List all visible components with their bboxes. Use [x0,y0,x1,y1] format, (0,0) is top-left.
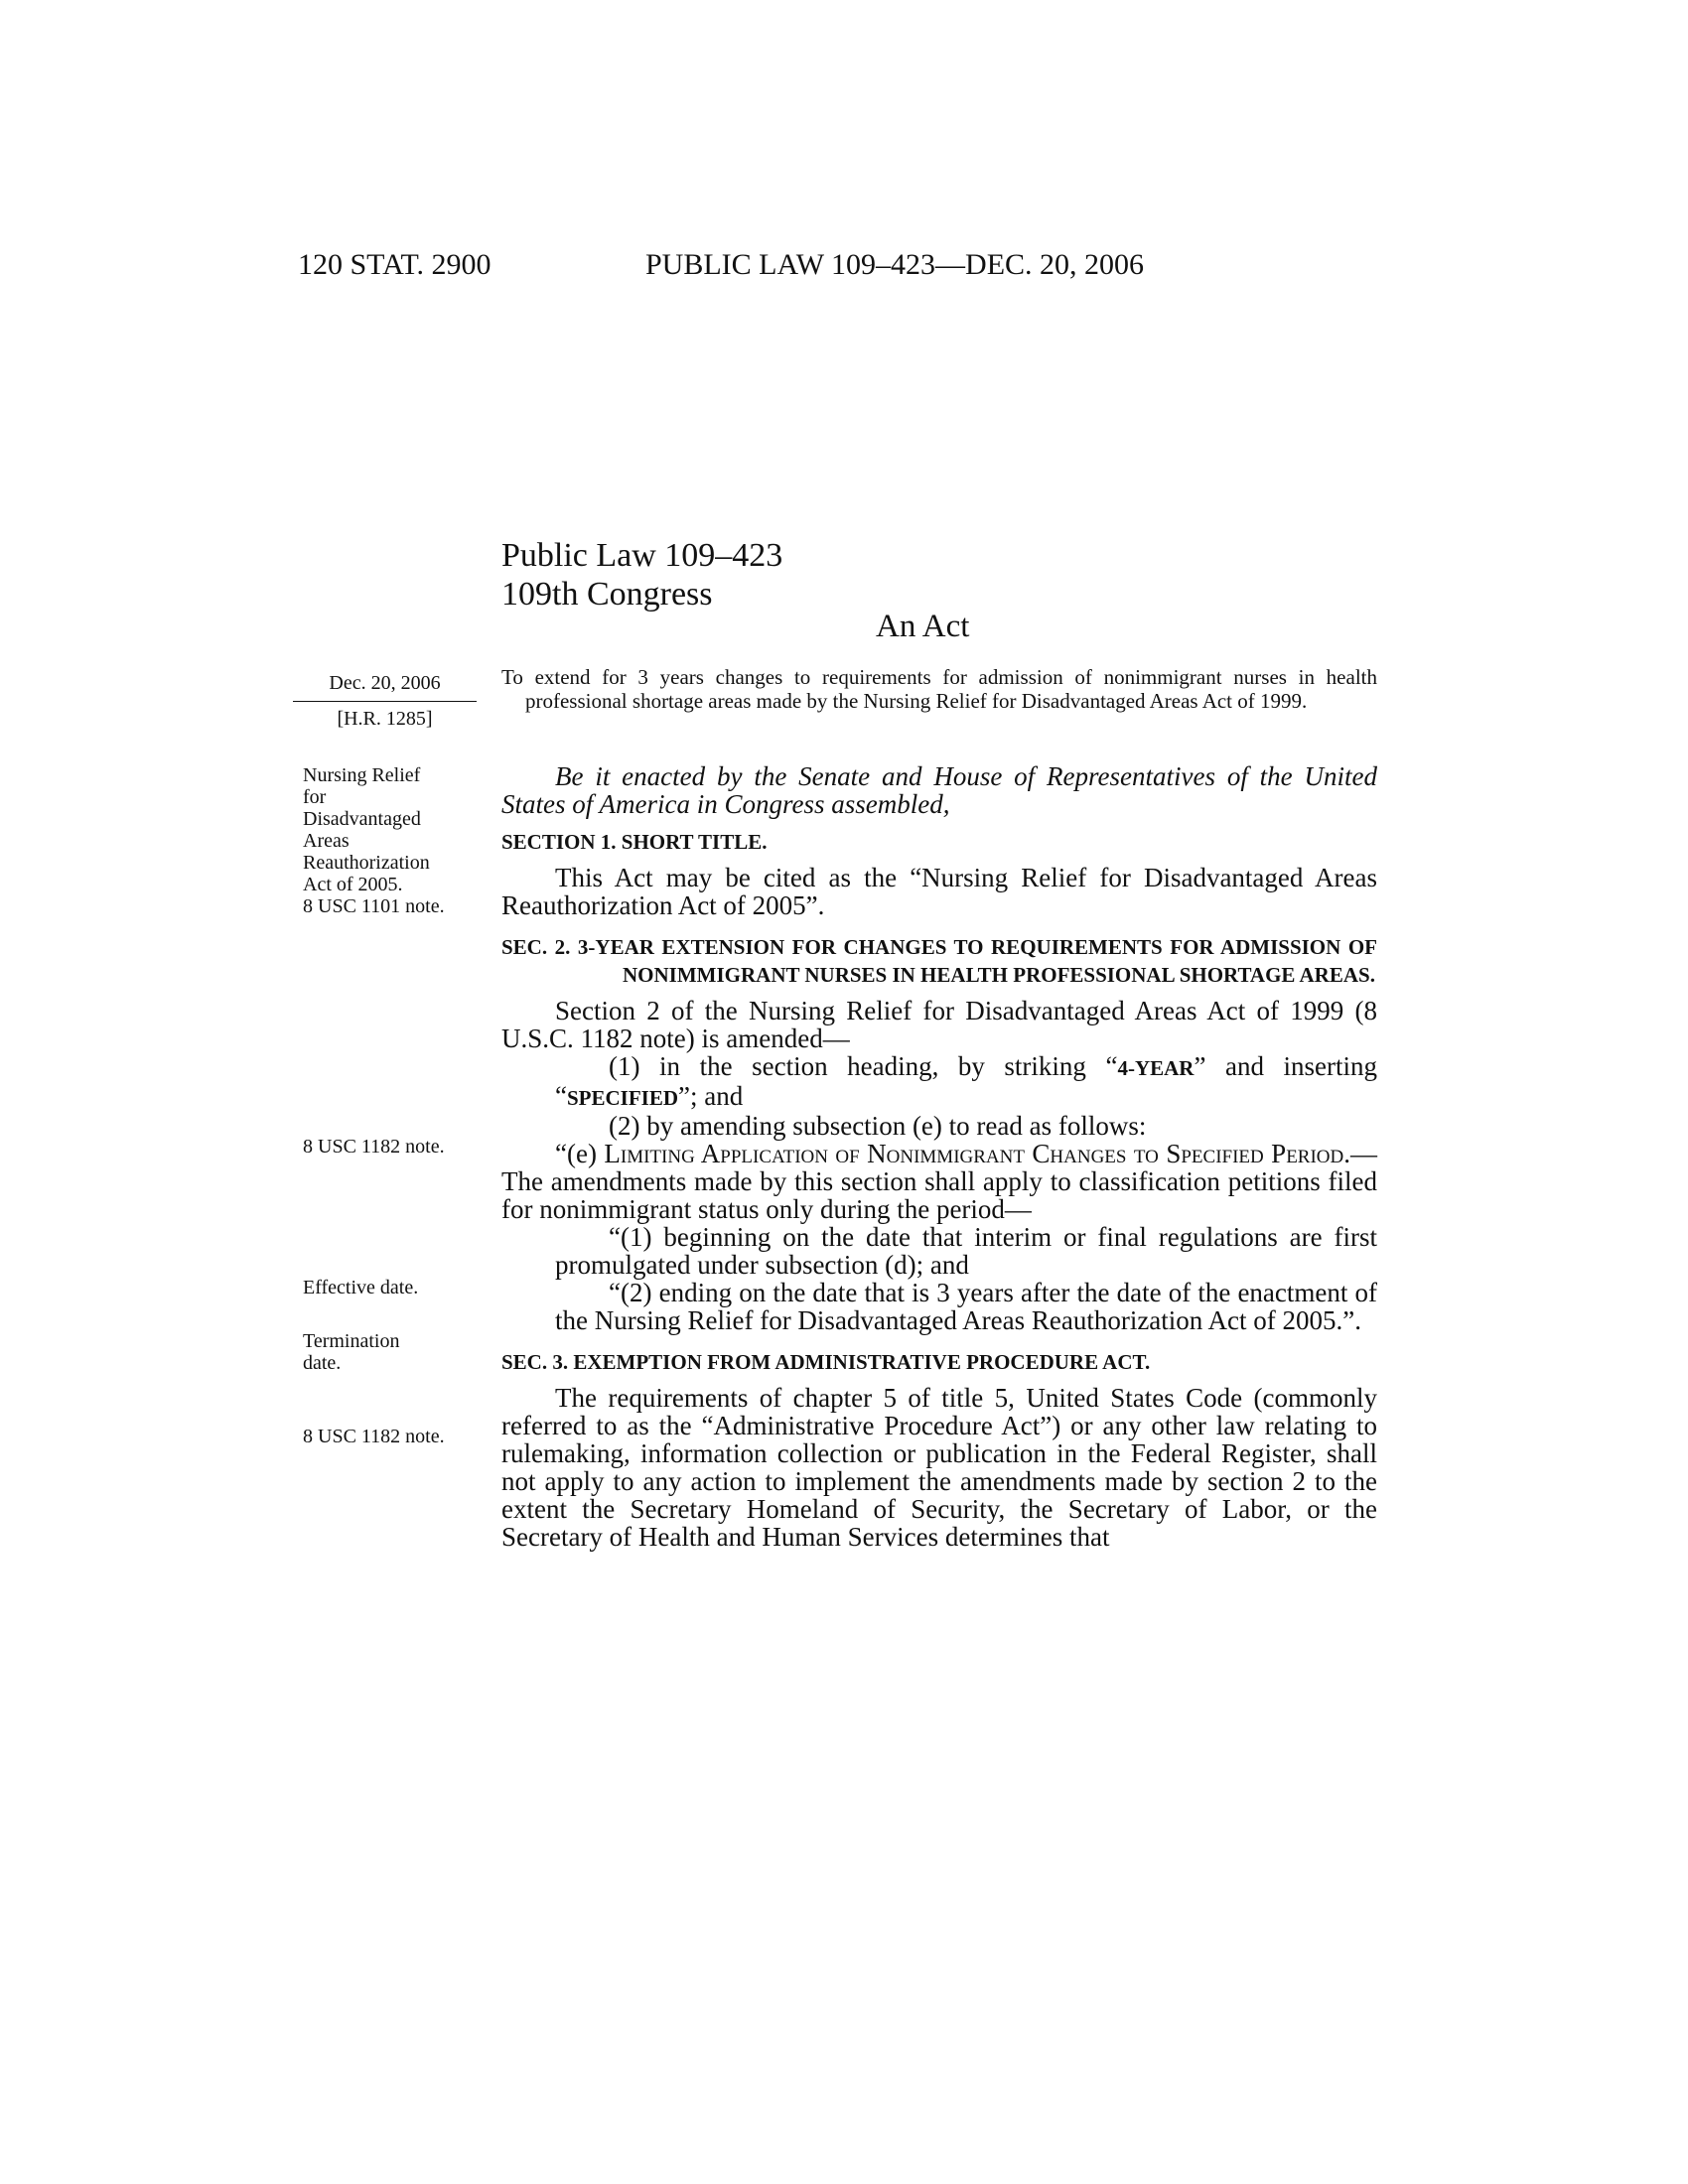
margin-note-line: Termination [303,1330,400,1352]
section-3-heading: SEC. 3. EXEMPTION FROM ADMINISTRATIVE PROCEDURE ACT. [501,1350,1151,1374]
body-text [501,762,1377,1551]
margin-note-line: Areas [303,830,350,852]
law-number: Public Law 109–423 [501,537,783,574]
law-title [501,536,782,614]
section-2-heading: SEC. 2. 3-YEAR EXTENSION FOR CHANGES TO REQUIREMENTS FOR ADMISSION OF NONIMMIGRANT NURSES IN HEALTH PROFESSIONAL SHORTAGE AREAS. [501,935,1377,987]
congress-number: 109th Congress [501,576,713,613]
item-1-text-b: ” and inserting “ [555,1051,1377,1111]
margin-note-termination-date [303,1330,482,1374]
margin-note-line: Disadvantaged [303,808,421,830]
item-1-text-a: (1) in the section heading, by striking “ [609,1051,1118,1081]
margin-bill-number: [H.R. 1285] [337,708,433,730]
statute-page-number: 120 STAT. 2900 [298,248,492,281]
section-1-heading: SECTION 1. SHORT TITLE. [501,830,768,854]
subsection-e-paragraph-1: “(1) beginning on the date that interim or final regulations are first promulgated under subsection (d); and [555,1222,1377,1280]
section-2-item-1 [501,1052,1377,1112]
margin-note-line: date. [303,1352,342,1374]
subsection-e-heading: Limiting Application of Nonimmigrant Changes to Specified Period. [604,1139,1350,1168]
header-law-citation: PUBLIC LAW 109–423—DEC. 20, 2006 [645,248,1145,281]
margin-note-short-title [303,764,482,917]
margin-date-block [293,672,477,731]
margin-note-line: Act of 2005. [303,874,403,895]
margin-note-line: for [303,786,327,808]
section-1-text: This Act may be cited as the “Nursing Relief for Disadvantaged Areas Reauthorization Act of 2005”. [501,863,1377,920]
subsection-e-text: —The amendments made by this section shall apply to classification petitions filed for nonimmigrant status only during the period— [501,1139,1377,1224]
margin-note-line: 8 USC 1101 note. [303,895,445,917]
margin-note-line: Reauthorization [303,852,430,874]
item-1-struck-term: 4-YEAR [1117,1056,1195,1080]
item-1-text-c: ”; and [678,1081,744,1111]
margin-note-usc-1: 8 USC 1182 note. [303,1136,445,1158]
margin-note-line: Nursing Relief [303,764,421,786]
an-act-heading: An Act [876,609,970,644]
act-purpose: To extend for 3 years changes to requirements for admission of nonimmigrant nurses in health professional shortage areas made by the Nursing Relief for Disadvantaged Areas Act of 1999. [501,665,1377,713]
subsection-e-paragraph-2: “(2) ending on the date that is 3 years after the date of the enactment of the Nursing Relief for Disadvantaged Areas Reauthorization Act of 2005.”. [555,1278,1377,1335]
subsection-e-prefix: “(e) [555,1139,605,1168]
margin-note-usc-2: 8 USC 1182 note. [303,1426,445,1447]
margin-date: Dec. 20, 2006 [293,672,477,702]
enacting-clause: Be it enacted by the Senate and House of Representatives of the United States of America in Congress assembled, [501,761,1377,819]
subsection-e [501,1140,1377,1223]
item-1-inserted-term: SPECIFIED [566,1086,679,1110]
section-2-intro: Section 2 of the Nursing Relief for Disadvantaged Areas Act of 1999 (8 U.S.C. 1182 note) is amended— [501,996,1377,1053]
margin-note-effective-date: Effective date. [303,1277,419,1298]
section-3-text: The requirements of chapter 5 of title 5, United States Code (commonly referred to as the “Administrative Procedure Act”) or any other law relating to rulemaking, information collection or publication in the Federal Register, shall not apply to any action to implement the amendments made by section 2 to the extent the Secretary Homeland of Security, the Secretary of Labor, or the Secretary of Health and Human Services determines that [501,1383,1377,1552]
section-2-item-2: (2) by amending subsection (e) to read as follows: [609,1111,1147,1141]
